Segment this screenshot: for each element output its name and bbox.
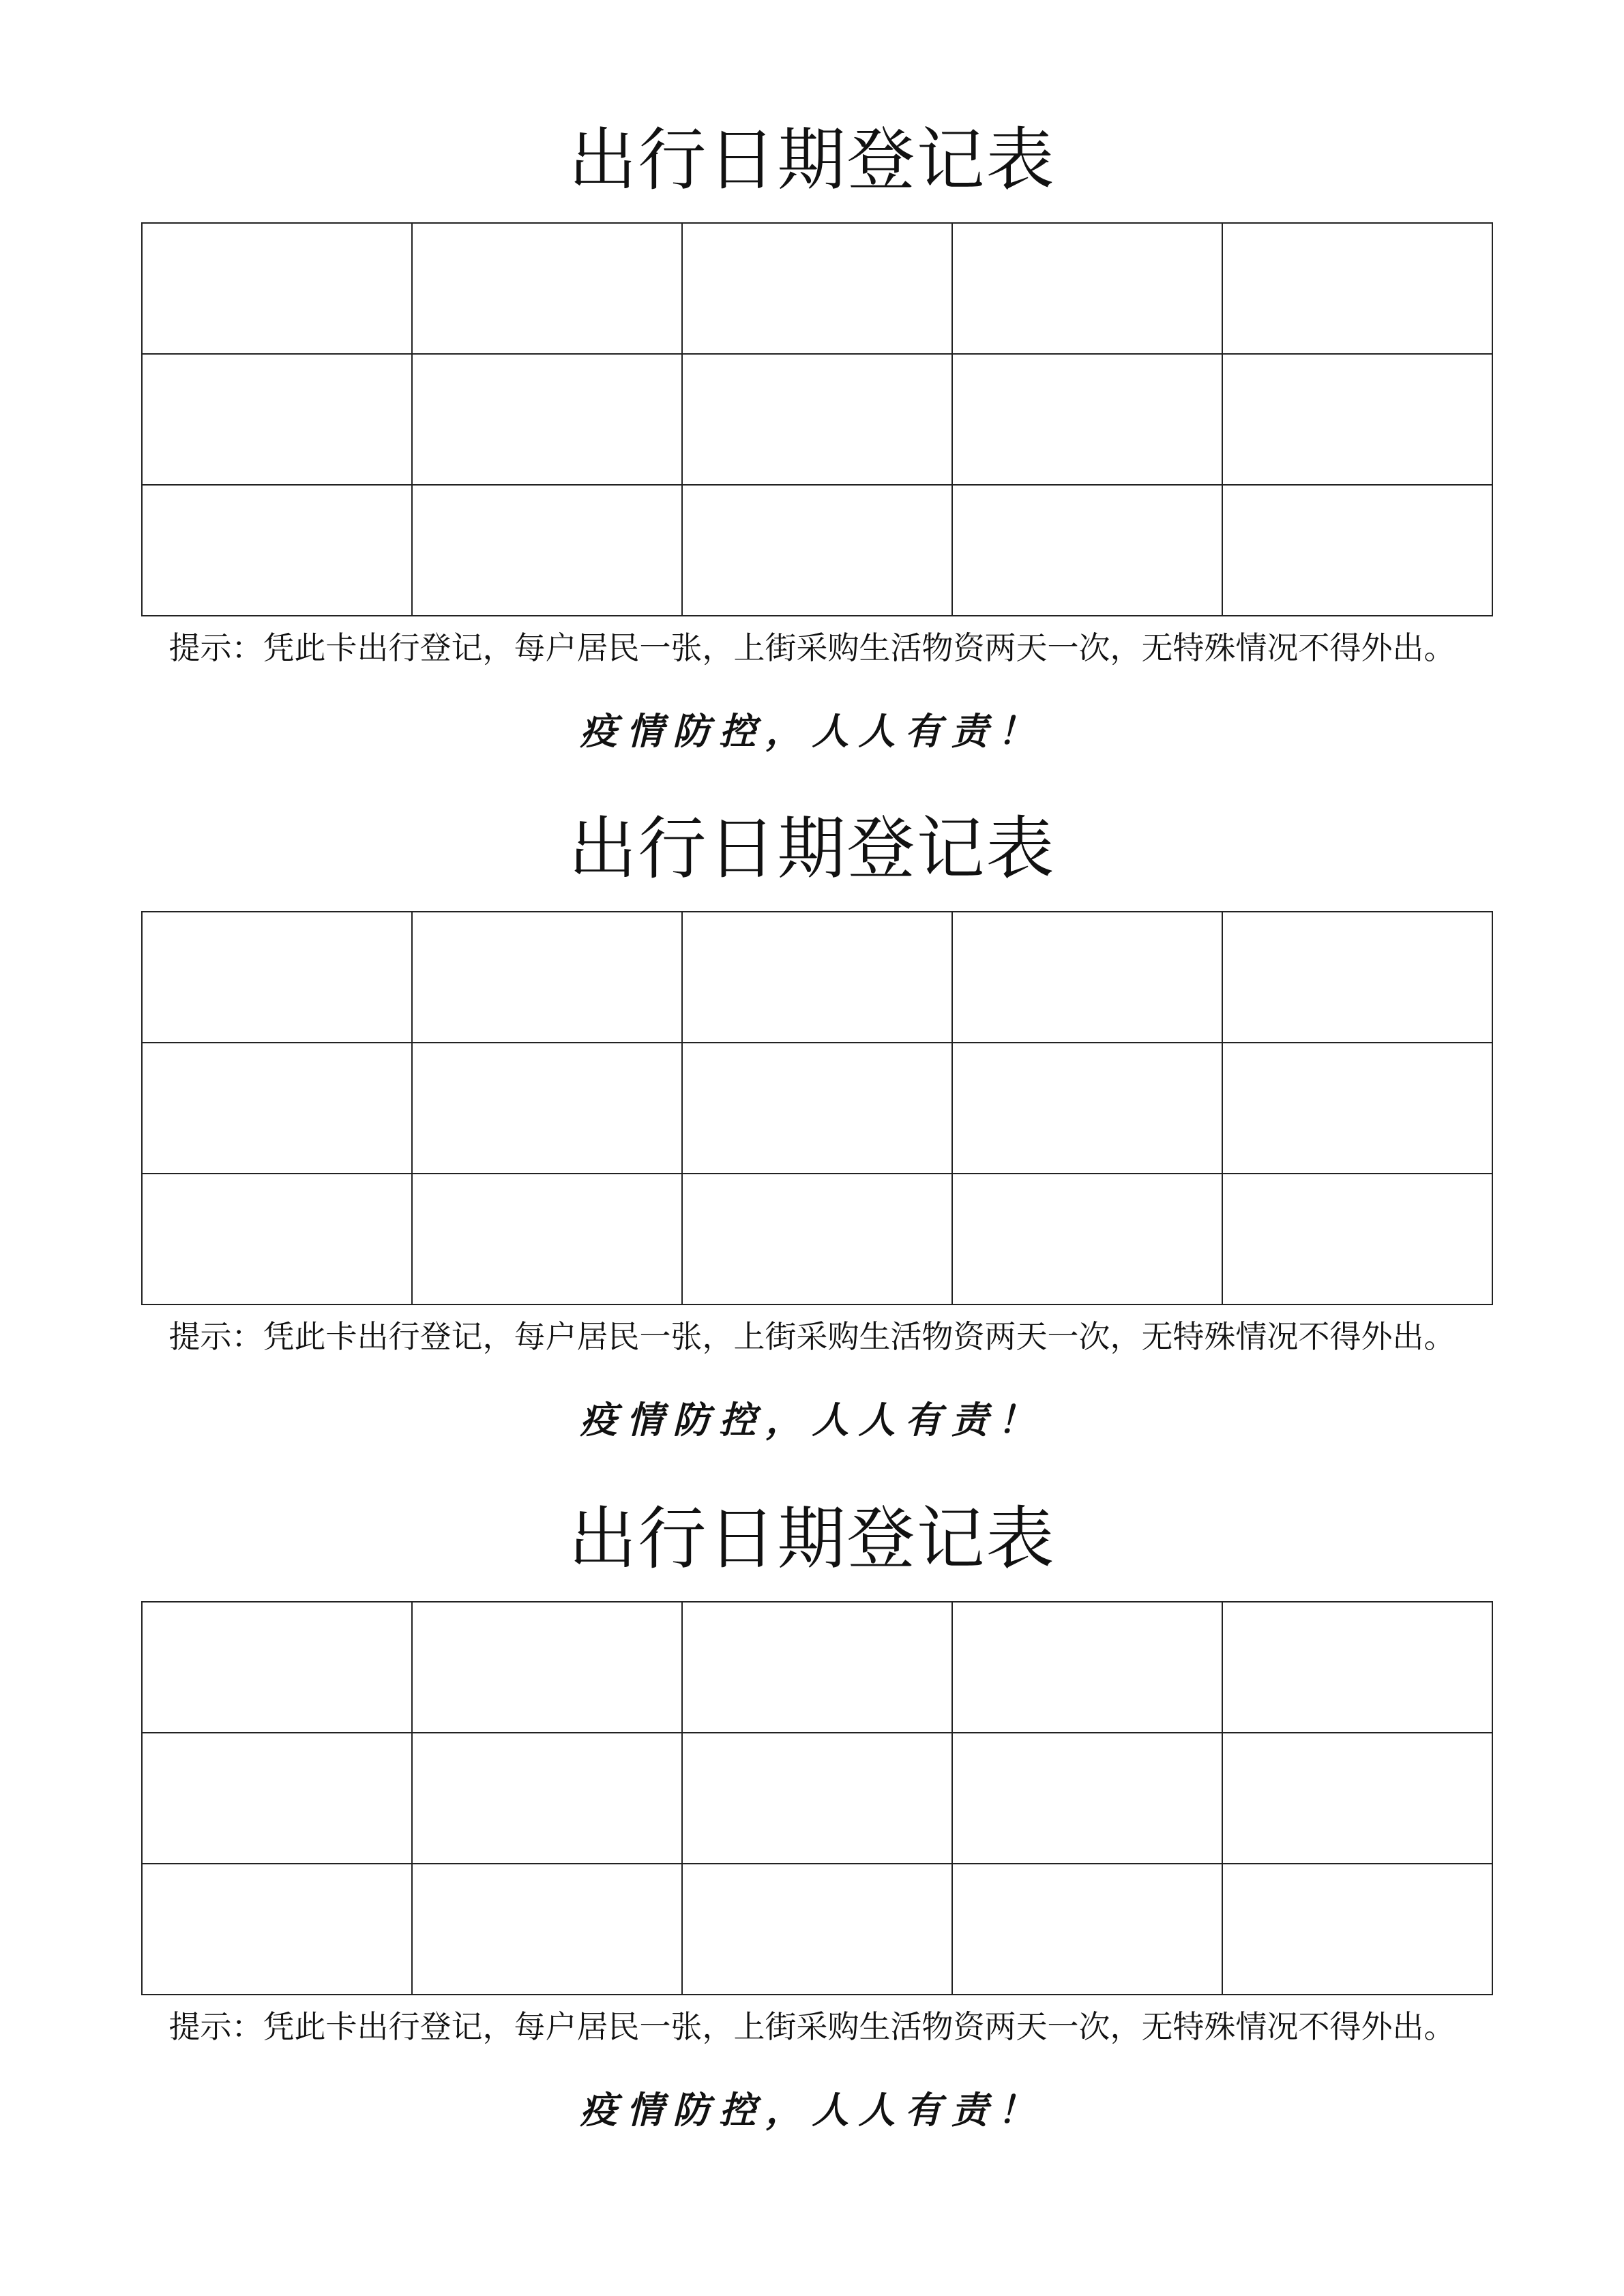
date-cell[interactable] [952,485,1222,616]
date-cell[interactable] [1222,1602,1492,1733]
date-cell[interactable] [142,1864,412,1995]
date-cell[interactable] [412,485,682,616]
card-title: 出行日期登记表 [568,809,1056,889]
grid-row [142,1174,1492,1304]
date-cell[interactable] [142,354,412,485]
date-cell[interactable] [682,1733,952,1864]
date-cell[interactable] [412,354,682,485]
date-cell[interactable] [952,912,1222,1043]
date-cell[interactable] [682,1174,952,1304]
registration-grid [141,911,1493,1305]
date-cell[interactable] [142,1733,412,1864]
registration-card-1 [0,116,1624,805]
date-cell[interactable] [142,1043,412,1174]
date-cell[interactable] [142,1174,412,1304]
date-cell[interactable] [952,1043,1222,1174]
date-cell[interactable] [142,1602,412,1733]
date-cell[interactable] [412,1043,682,1174]
registration-card-2 [0,805,1624,1493]
date-cell[interactable] [682,1602,952,1733]
registration-grid [141,1601,1493,1995]
date-cell[interactable] [682,1864,952,1995]
date-cell[interactable] [412,1602,682,1733]
date-cell[interactable] [412,1174,682,1304]
date-cell[interactable] [682,223,952,354]
date-cell[interactable] [1222,1864,1492,1995]
date-cell[interactable] [1222,1174,1492,1304]
date-cell[interactable] [952,354,1222,485]
grid-row [142,1864,1492,1995]
registration-card-3 [0,1495,1624,2183]
date-cell[interactable] [142,223,412,354]
date-cell[interactable] [952,223,1222,354]
slogan-text: 疫情防控，人人有责！ [580,709,1044,753]
date-cell[interactable] [682,1043,952,1174]
date-cell[interactable] [952,1174,1222,1304]
date-cell[interactable] [1222,485,1492,616]
date-cell[interactable] [1222,354,1492,485]
date-cell[interactable] [142,912,412,1043]
date-cell[interactable] [412,1733,682,1864]
grid-row [142,1733,1492,1864]
date-cell[interactable] [952,1864,1222,1995]
card-title: 出行日期登记表 [568,120,1056,200]
tip-text: 提示：凭此卡出行登记，每户居民一张，上街采购生活物资两天一次，无特殊情况不得外出。 [168,629,1456,666]
tip-text: 提示：凭此卡出行登记，每户居民一张，上街采购生活物资两天一次，无特殊情况不得外出。 [168,1318,1456,1355]
grid-row [142,1043,1492,1174]
tip-text: 提示：凭此卡出行登记，每户居民一张，上街采购生活物资两天一次，无特殊情况不得外出。 [168,2008,1456,2045]
date-cell[interactable] [952,1733,1222,1864]
date-cell[interactable] [1222,912,1492,1043]
date-cell[interactable] [952,1602,1222,1733]
grid-row [142,1602,1492,1733]
date-cell[interactable] [412,912,682,1043]
slogan-text: 疫情防控，人人有责！ [580,1398,1044,1442]
date-cell[interactable] [142,485,412,616]
date-cell[interactable] [412,223,682,354]
registration-grid [141,222,1493,616]
grid-row [142,354,1492,485]
date-cell[interactable] [1222,1043,1492,1174]
grid-row [142,485,1492,616]
card-title: 出行日期登记表 [568,1499,1056,1579]
date-cell[interactable] [682,912,952,1043]
date-cell[interactable] [1222,1733,1492,1864]
slogan-text: 疫情防控，人人有责！ [580,2088,1044,2132]
date-cell[interactable] [682,485,952,616]
date-cell[interactable] [682,354,952,485]
date-cell[interactable] [412,1864,682,1995]
grid-row [142,912,1492,1043]
grid-row [142,223,1492,354]
date-cell[interactable] [1222,223,1492,354]
